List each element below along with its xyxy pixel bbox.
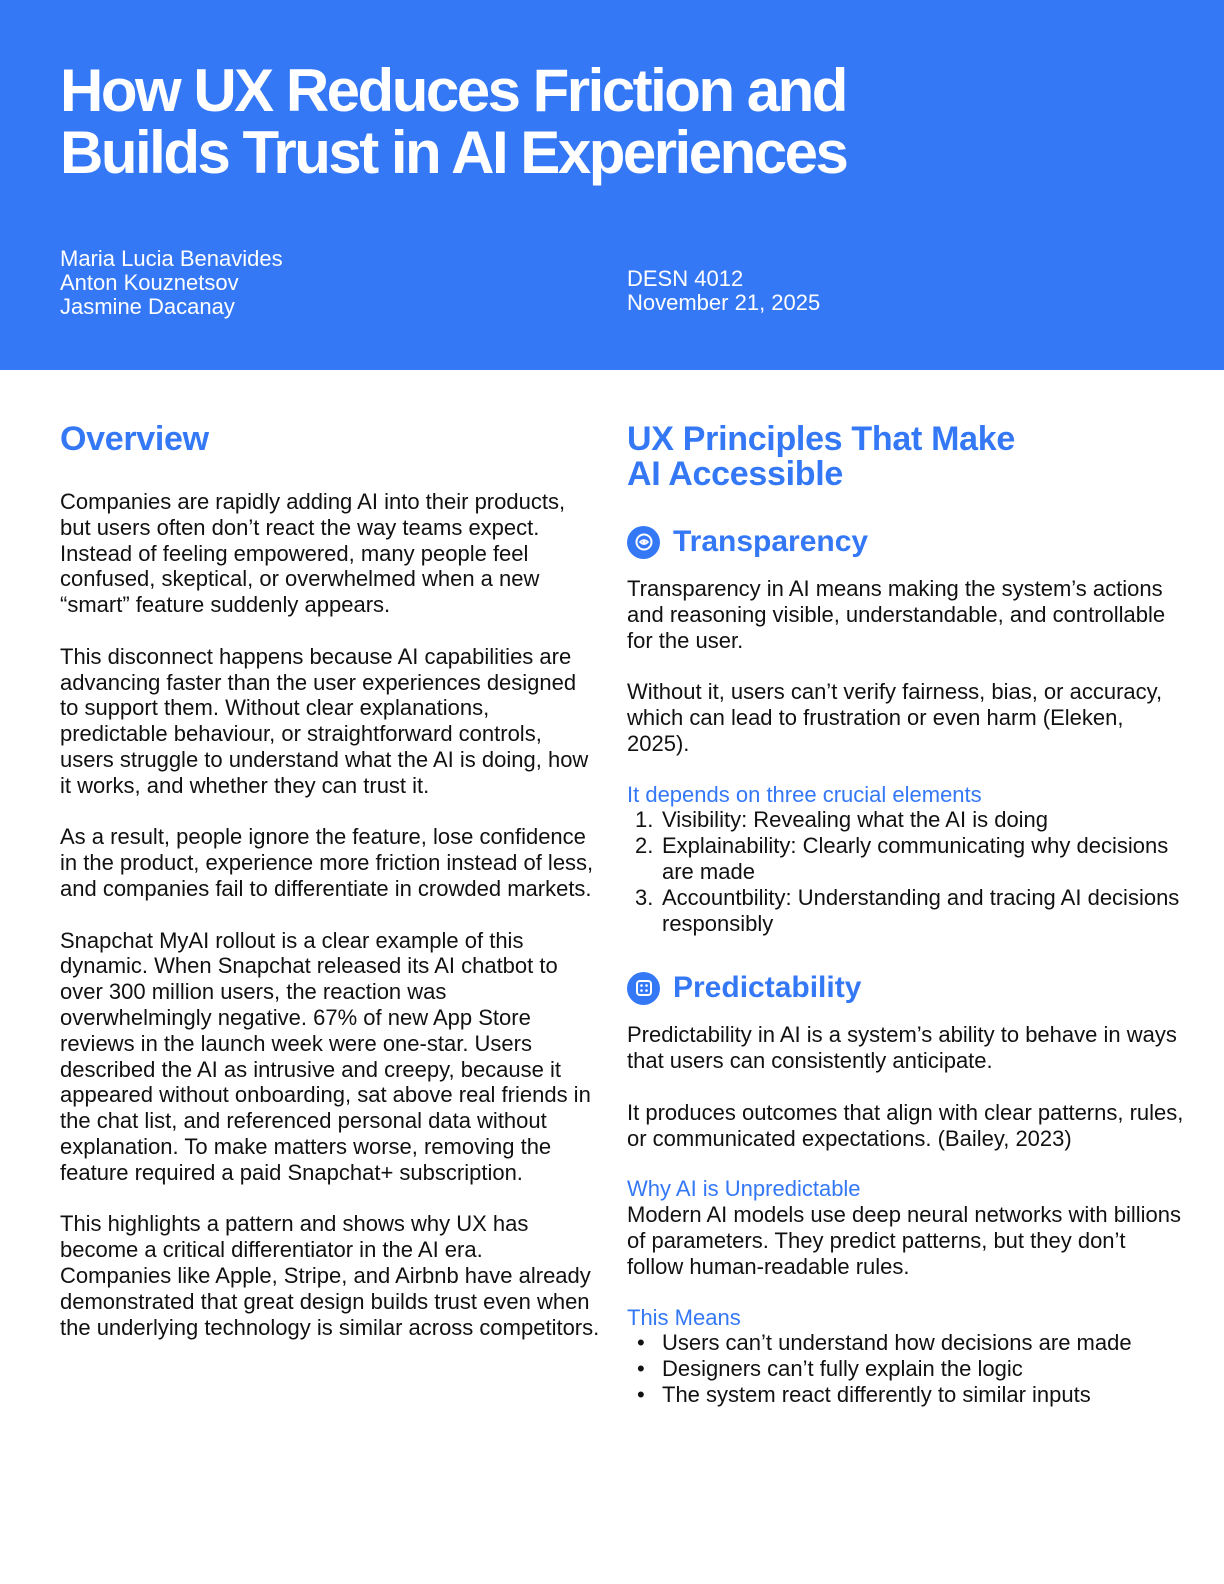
title-line-2: Builds Trust in AI Experiences <box>60 119 847 186</box>
this-means-list <box>627 1330 1187 1407</box>
transparency-paragraph: Without it, users can’t verify fairness, bias, or accuracy, which can lead to frustration or even harm (Eleken, 2025). <box>627 679 1163 756</box>
predictability-paragraph: It produces outcomes that align with clear patterns, rules, or communicated expectations. (Bailey, 2023) <box>627 1099 1184 1151</box>
dice-icon <box>627 972 660 1005</box>
course-info <box>627 267 820 315</box>
principles-section <box>627 422 1187 1408</box>
header-banner <box>0 0 1224 370</box>
transparency-list <box>627 807 1187 936</box>
list-item: • Designers can’t fully explain the logic <box>637 1356 1023 1382</box>
transparency-paragraph: Transparency in AI means making the system’s actions and reasoning visible, understandable, and controllable for the user. <box>627 576 1166 653</box>
list-item: • The system react differently to similar inputs <box>637 1381 1091 1407</box>
author-list <box>60 247 283 319</box>
overview-paragraph: Snapchat MyAI rollout is a clear example of this dynamic. When Snapchat released its AI chatbot to over 300 million users, the reaction was overwhelmingly negative. 67% of new App Store reviews in the launch week were one-star. Users described the AI as intrusive and creepy, because it appeared without onboarding, sat above real friends in the chat list, and referenced personal data without explanation. To make matters worse, removing the feature required a paid Snapchat+ subscription. <box>60 927 591 1185</box>
list-item: • Users can’t understand how decisions are made <box>637 1330 1132 1356</box>
list-item: 2. Explainability: Clearly communicating why decisions are made <box>635 833 1169 884</box>
predictability-title: Predictability <box>673 971 862 1005</box>
principles-heading-line: AI Accessible <box>627 455 843 493</box>
why-unpredictable-label: Why AI is Unpredictable <box>627 1176 861 1202</box>
overview-section <box>60 422 600 1340</box>
transparency-heading <box>627 524 1187 560</box>
predictability-heading <box>627 970 1187 1006</box>
principles-heading <box>627 422 1187 492</box>
overview-heading: Overview <box>60 420 209 458</box>
course-date: November 21, 2025 <box>627 290 821 315</box>
overview-paragraph: Companies are rapidly adding AI into their products, but users often don’t react the way teams expect. Instead of feeling empowered, many people feel confused, skeptical, or overwhelmed when a new “smart” feature suddenly appears. <box>60 489 566 618</box>
title-line-1: How UX Reduces Friction and <box>60 57 846 124</box>
author-name: Anton Kouznetsov <box>60 270 239 295</box>
author-name: Maria Lucia Benavides <box>60 246 283 271</box>
why-unpredictable-text: Modern AI models use deep neural networks with billions of parameters. They predict patterns, but they don’t follow human-readable rules. <box>627 1202 1181 1279</box>
course-code: DESN 4012 <box>627 266 744 291</box>
transparency-list-label: It depends on three crucial elements <box>627 781 982 807</box>
predictability-paragraph: Predictability in AI is a system’s ability to behave in ways that users can consistently anticipate. <box>627 1022 1177 1074</box>
list-item: 3. Accountbility: Understanding and tracing AI decisions responsibly <box>635 884 1180 936</box>
overview-paragraph: As a result, people ignore the feature, lose confidence in the product, experience more friction instead of less, and companies fail to differentiate in crowded markets. <box>60 824 594 901</box>
transparency-title: Transparency <box>673 525 869 558</box>
principles-heading-line: UX Principles That Make <box>627 420 1016 458</box>
this-means-label: This Means <box>627 1304 741 1330</box>
eye-target-icon <box>627 526 660 559</box>
author-name: Jasmine Dacanay <box>60 294 235 319</box>
transparency-block <box>627 524 1187 936</box>
overview-paragraph: This highlights a pattern and shows why UX has become a critical differentiator in the AI era. Companies like Apple, Stripe, and Airbnb have already demonstrated that great design builds trust even when the underlying technology is similar across competitors. <box>60 1211 600 1340</box>
page-title <box>60 57 960 186</box>
list-item: 1. Visibility: Revealing what the AI is doing <box>635 807 1049 833</box>
predictability-block <box>627 970 1187 1407</box>
overview-paragraph: This disconnect happens because AI capabilities are advancing faster than the user experiences designed to support them. Without clear explanations, predictable behaviour, or straightforward controls, users struggle to understand what the AI is doing, how it works, and whether they can trust it. <box>60 643 589 798</box>
